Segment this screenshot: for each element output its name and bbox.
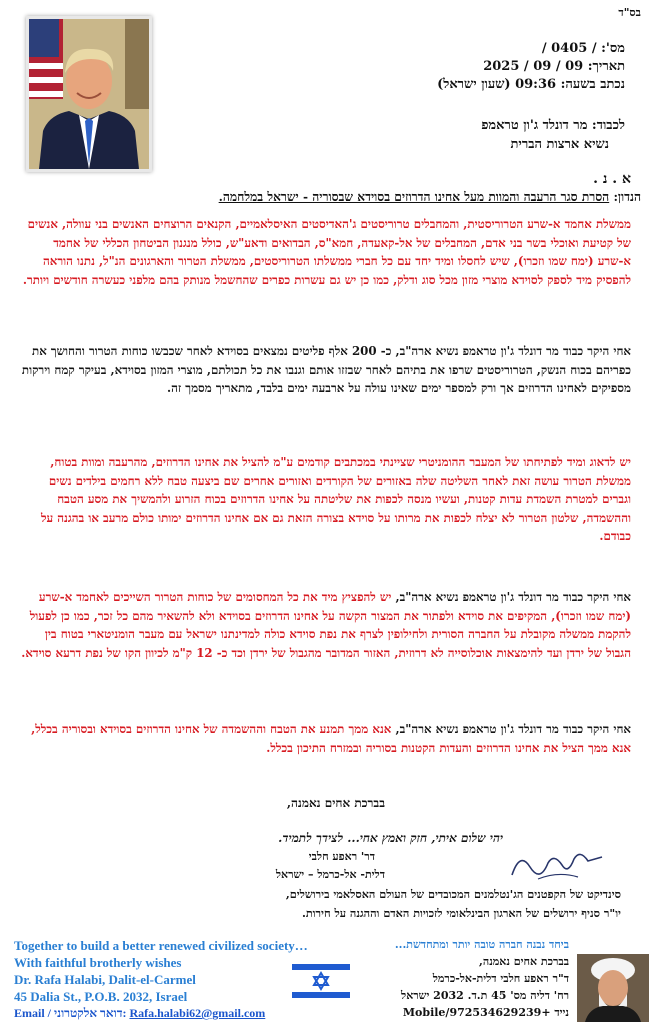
paragraph-2: אחי היקר כבוד מר דונלד ג'ון טראמפ נשיא ארה"ב, כ- 200 אלף פליטים נמצאים בסוידא לאחר שכבשו כוחות הטרור והחושך את כפריהם בכוח הנשק, הטרוריסטים שרפו את בתיהם לאחר שבזזו אותם וגנבו את כל תכולתם, מוצרי המזון בסוידא, בעיקר קמח וירקות מספיקים לאחינו הדרוזים אך ורק למספר ימים שאינו עולה על ארבעה ימים בלבד, מתאריך מסמך זה. xyxy=(21,344,631,395)
footer-mobile: Mobile/נייד +972534629239 xyxy=(402,1006,569,1019)
paragraph-4-body: יש להפציץ מיד את כל המחסומים של כוחות הטרור השייכים לאחמד א-שרע (ימח שמו וזכרו), המקיפים את סוידא ולפתור את המצור הקשה על אחינו הדרוזים בסוידא ולא להשאיר מהם כל זכר, כמו כן לפעול להקמת ממשלה מקובלת על החברה הסורית ולחילופין לצרף את נפת סוידא כולה למדינתנו ישראל עם מעבר הומניטארי בטוח בין הגבול של ירדן ועד להימצאות אוכלוסייה לא דרוזית, האזור המדובר מהגבול של ירדן וכד כ- 12 ק"מ לכיוון הקו של נפת דרעא סוידא. xyxy=(21,590,631,660)
author-figure-icon xyxy=(577,954,649,1022)
signer-title-1: סינדיקט של הקפטנים הג'נטלמנים המכובדים של העולם האסלאמי בירושלים, xyxy=(285,887,621,901)
doc-date: תאריך: 09 / 09 / 2025 xyxy=(483,59,625,74)
recipient-line-1: לכבוד: מר דונלד ג'ון טראמפ xyxy=(481,118,625,133)
doc-number: מס': / 0405 / xyxy=(541,41,625,56)
closing-blessing: בברכת אחים נאמנה, xyxy=(286,796,385,810)
footer-email-label: Email / דואר אלקטרוני: xyxy=(14,1006,127,1020)
greeting: א . נ . xyxy=(593,171,631,187)
paragraph-5 xyxy=(21,720,631,757)
footer-en-line-4: 45 Dalia St., P.O.B. 2032, Israel xyxy=(14,989,188,1004)
footer-en-line-1: Together to build a better renewed civilized society… xyxy=(14,938,308,953)
subject-text: הסרת סגר הרעבה והמוות מעל אחינו הדרוזים בסוידא שבסוריה - ישראל במלחמה. xyxy=(218,190,610,204)
subject-label: הנדון: xyxy=(613,190,641,204)
paragraph-3: יש לדאוג ומיד לפתיחתו של המעבר ההומניטרי שציינתי במכתבים קודמים ע"מ להציל את אחינו הדרוזים, מהרעבה ומוות בטוח, ממשלת הטרור עושה זאת לאחר השליטה שלה באזורים של הקורדים ואזורים אחרים שם ביצעה טבח ללא רחמים בילדים נשים וגברים למטרת השמדת עדות קטנות, ועשיו מנסה לכפות את שליטתה על אחינו הדרוזים בכוח הזרוע ולהמשיך את מסע הטבח וההשמדה, שלטון הטרור לא יצלח לכפות את מרותו על סוידא בצורה הזאת גם אם אחינו הדרוזים ימותו כולם מרעב או בהגנה על כבודם. xyxy=(40,455,631,543)
paragraph-4 xyxy=(21,588,631,662)
israel-flag-icon xyxy=(292,960,350,1002)
footer-he-line-1: ביחד נבנה חברה טובה יותר ומתחדשת... xyxy=(394,938,569,951)
bsd-mark: בס"ד xyxy=(618,6,641,19)
signer-name: דר' ראפע חלבי xyxy=(308,850,375,863)
signer-title-2: יו"ר סניף ירושלים של הארגון הבינלאומי לזכויות האדם וההגנה על חירות. xyxy=(301,906,621,920)
closing-peace: יהי שלום איתי, חזק ואמץ אחי... לצידך לתמיד. xyxy=(278,831,503,845)
signer-place: דלית- אל-כרמל – ישראל xyxy=(275,868,385,881)
footer-en-line-3: Dr. Rafa Halabi, Dalit-el-Carmel xyxy=(14,972,196,987)
subject-line xyxy=(11,190,641,205)
paragraph-4-opening: אחי היקר כבוד מר דונלד ג'ון טראמפ נשיא ארה"ב, xyxy=(395,590,631,604)
portrait-photo xyxy=(26,16,152,172)
recipient-line-2: נשיא ארצות הברית xyxy=(510,137,609,152)
footer-email-link[interactable]: Rafa.halabi62@gmail.com xyxy=(129,1006,266,1020)
portrait-figure-icon xyxy=(29,19,149,169)
paragraph-1: ממשלת אחמד א-שרע הטרוריסטית, והמחבלים טרוריסטים ג'האדיסטים האיסלאמיים, הקנאים הרוצחים האנשים בני עוולה, אנשים של קטיעת ואוכלי בשר בני אדם, המחבלים של אל-קאעדה, חמא"ס, הבדואים ודאע"ש, כולל מנגנון הביטחון הכללי של אחמד א-שרע (ימח שמו וזכרו), שיש לחסלו ומיד יחד עם כל חברי ממשלתו הטרוריסטים, ממשלת הטרור והארגונים הנ"ל, נתנו הוראה להפסיק מיד לספק לסוידא מוצרי מזון מכל סוג ודלק, כמו כן יש גם עשרות כפרים שהחשמל מנותק בהם מלפני כעשרה חודשים ויותר. xyxy=(22,217,631,287)
footer-he-line-3: ד"ר ראפע חלבי דלית-אל-כרמל xyxy=(432,972,569,985)
handwritten-signature xyxy=(508,845,608,885)
paragraph-5-opening: אחי היקר כבוד מר דונלד ג'ון טראמפ נשיא ארה"ב, xyxy=(395,722,631,736)
footer-en-line-2: With faithful brotherly wishes xyxy=(14,955,182,970)
footer-email-row xyxy=(14,1006,265,1021)
paragraph-5-body: אנא ממך תמנע את הטבח וההשמדה של אחינו הדרוזים בסוידא ובסוריה בכלל, אנא ממך הציל את אחינו הדרוזים והעדות הקטנות בסוריה ובמזרח התיכון בכלל. xyxy=(31,722,631,755)
footer-he-line-2: בברכת אחים נאמנה, xyxy=(479,955,569,968)
doc-time: נכתב בשעה: 09:36 (שעון ישראל) xyxy=(437,77,625,92)
author-photo xyxy=(577,954,649,1022)
footer-he-line-4: רח' דליה מס' 45 ת.ד. 2032 ישראל xyxy=(401,989,569,1002)
